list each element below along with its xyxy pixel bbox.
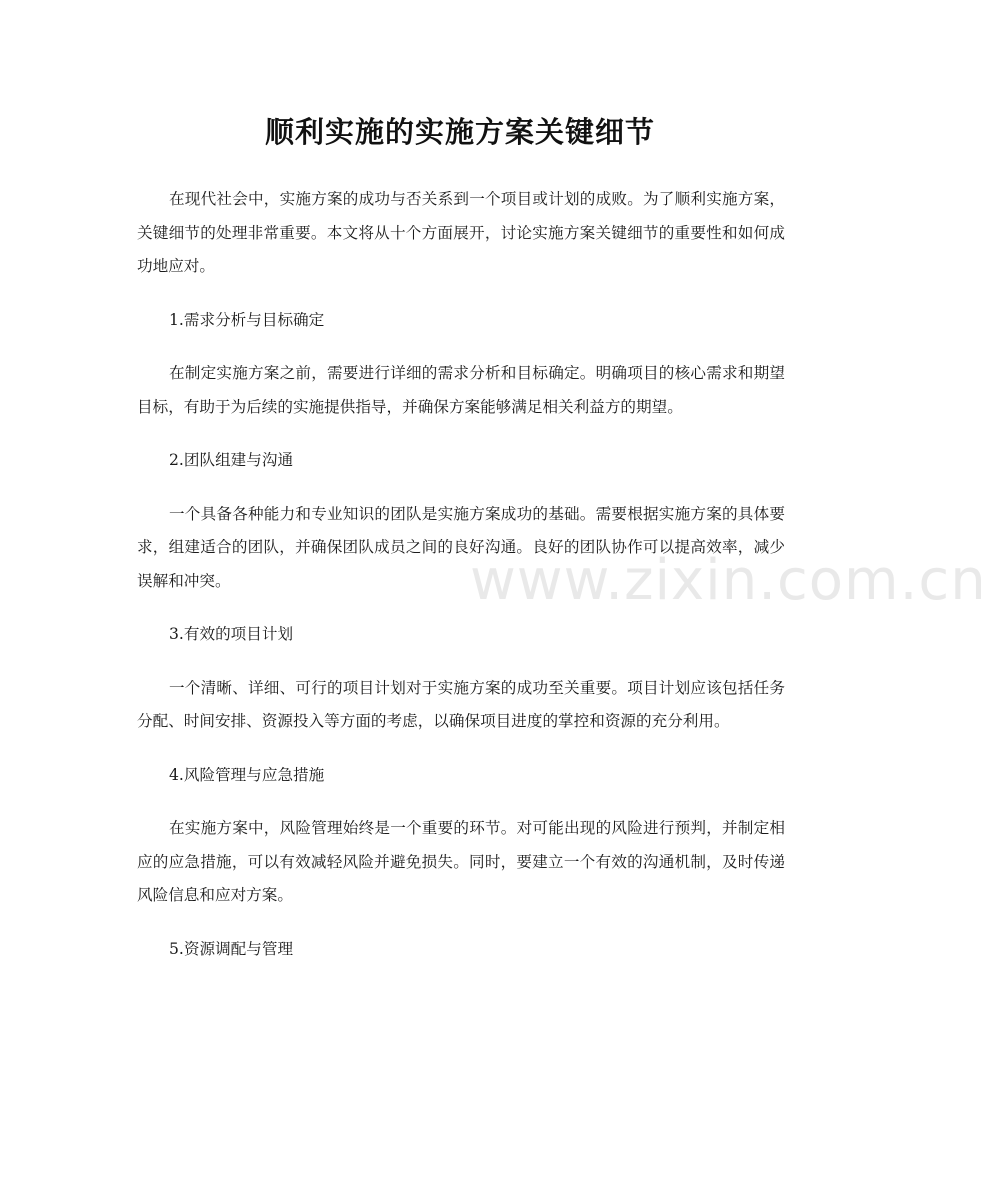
- document-title: 顺利实施的实施方案关键细节: [264, 115, 655, 149]
- section-body-1: 在制定实施方案之前，需要进行详细的需求分析和目标确定。明确项目的核心需求和期望目标，有助于为后续的实施提供指导，并确保方案能够满足相关利益方的期望。: [137, 364, 785, 416]
- intro-paragraph: 在现代社会中，实施方案的成功与否关系到一个项目或计划的成败。为了顺利实施方案，关键细节的处理非常重要。本文将从十个方面展开，讨论实施方案关键细节的重要性和如何成功地应对。: [137, 190, 785, 275]
- section-body-2: 一个具备各种能力和专业知识的团队是实施方案成功的基础。需要根据实施方案的具体要求，组建适合的团队，并确保团队成员之间的良好沟通。良好的团队协作可以提高效率，减少误解和冲突。: [137, 504, 785, 590]
- section-heading-5: 5.资源调配与管理: [169, 939, 294, 958]
- watermark-text: www.zixin.com.cn: [470, 548, 987, 613]
- section-heading-2: 2.团队组建与沟通: [169, 451, 294, 469]
- section-body-4: 在实施方案中，风险管理始终是一个重要的环节。对可能出现的风险进行预判，并制定相应的应急措施，可以有效减轻风险并避免损失。同时，要建立一个有效的沟通机制，及时传递风险信息和应对方案。: [137, 819, 785, 904]
- document-body: [137, 183, 785, 986]
- section-body-3: 一个清晰、详细、可行的项目计划对于实施方案的成功至关重要。项目计划应该包括任务分配、时间安排、资源投入等方面的考虑，以确保项目进度的掌控和资源的充分利用。: [137, 678, 785, 730]
- section-heading-3: 3.有效的项目计划: [169, 625, 294, 643]
- section-heading-1: 1.需求分析与目标确定: [169, 310, 325, 329]
- section-heading-4: 4.风险管理与应急措施: [169, 765, 325, 784]
